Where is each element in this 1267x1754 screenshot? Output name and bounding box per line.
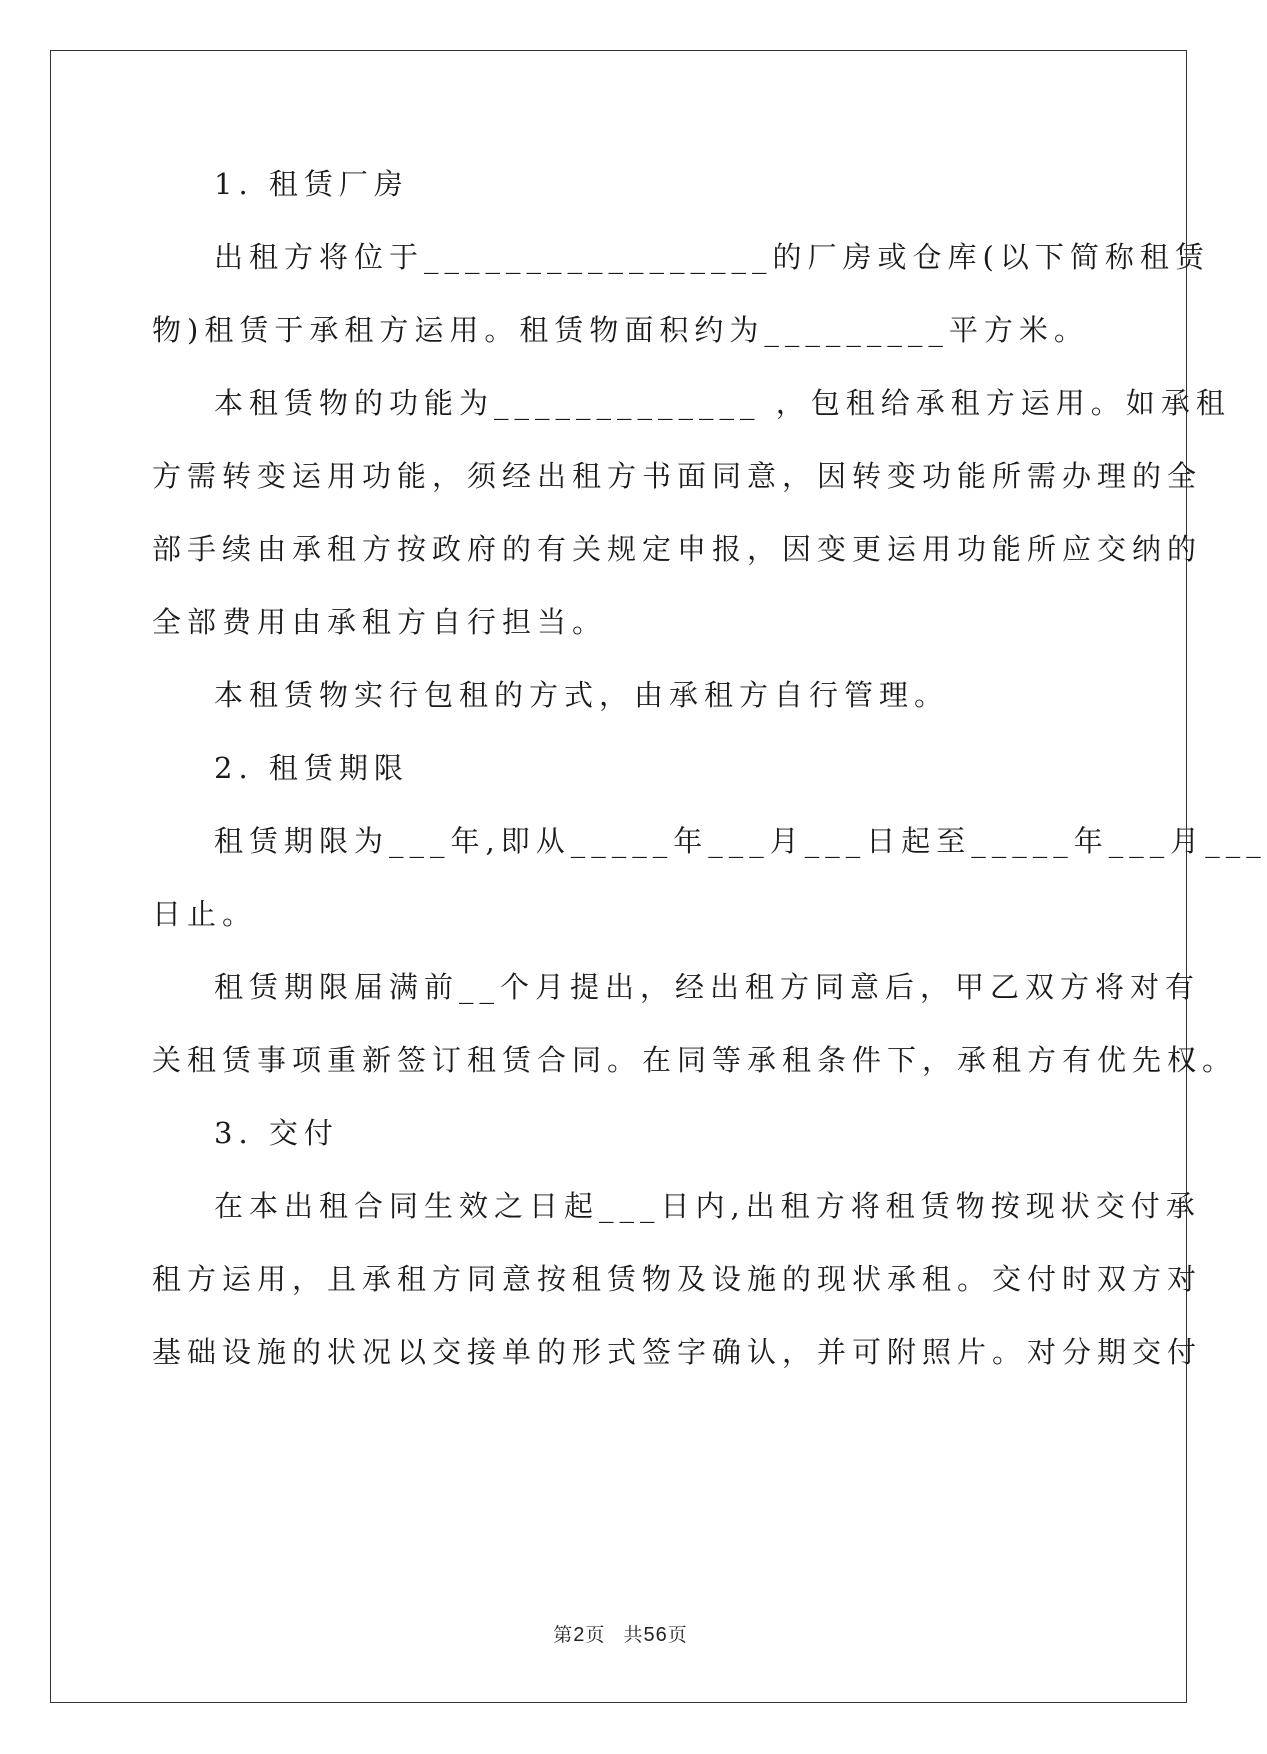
footer-total-prefix: 共	[623, 1624, 644, 1646]
paragraph-line: 本租赁物的功能为_____________ ，包租给承租方运用。如承租	[214, 386, 1231, 420]
paragraph-line: 日止。	[152, 897, 258, 931]
paragraph-line: 在本出租合同生效之日起___日内,出租方将租赁物按现状交付承	[214, 1189, 1201, 1223]
paragraph-line: 租赁期限为___年,即从_____年___月___日起至_____年___月___	[214, 824, 1267, 858]
paragraph-line: 出租方将位于_________________的厂房或仓库(以下简称租赁	[214, 240, 1210, 274]
paragraph-line: 本租赁物实行包租的方式，由承租方自行管理。	[214, 678, 950, 712]
document-body	[152, 165, 1267, 1406]
paragraph-line: 基础设施的状况以交接单的形式签字确认，并可附照片。对分期交付	[152, 1335, 1203, 1369]
section-heading-delivery: 3. 交付	[214, 1116, 339, 1150]
paragraph-line: 方需转变运用功能，须经出租方书面同意，因转变功能所需办理的全	[152, 459, 1203, 493]
paragraph-line: 关租赁事项重新签订租赁合同。在同等承租条件下，承租方有优先权。	[152, 1043, 1238, 1077]
page-number: 2	[573, 1624, 586, 1646]
paragraph-line: 租赁期限届满前__个月提出，经出租方同意后，甲乙双方将对有	[214, 970, 1201, 1004]
footer-prefix: 第	[553, 1624, 574, 1646]
footer-page-suffix: 页	[585, 1624, 606, 1646]
footer-total-suffix: 页	[667, 1624, 688, 1646]
page-footer	[0, 1620, 1241, 1647]
paragraph-line: 全部费用由承租方自行担当。	[152, 605, 608, 639]
paragraph-line: 部手续由承租方按政府的有关规定申报，因变更运用功能所应交纳的	[152, 532, 1203, 566]
paragraph-line: 租方运用，且承租方同意按租赁物及设施的现状承租。交付时双方对	[152, 1262, 1203, 1296]
section-heading-lease-term: 2. 租赁期限	[214, 751, 409, 785]
total-pages: 56	[643, 1624, 668, 1646]
paragraph-line: 物)租赁于承租方运用。租赁物面积约为_________平方米。	[152, 313, 1089, 347]
section-heading-lease-factory: 1. 租赁厂房	[214, 167, 409, 201]
